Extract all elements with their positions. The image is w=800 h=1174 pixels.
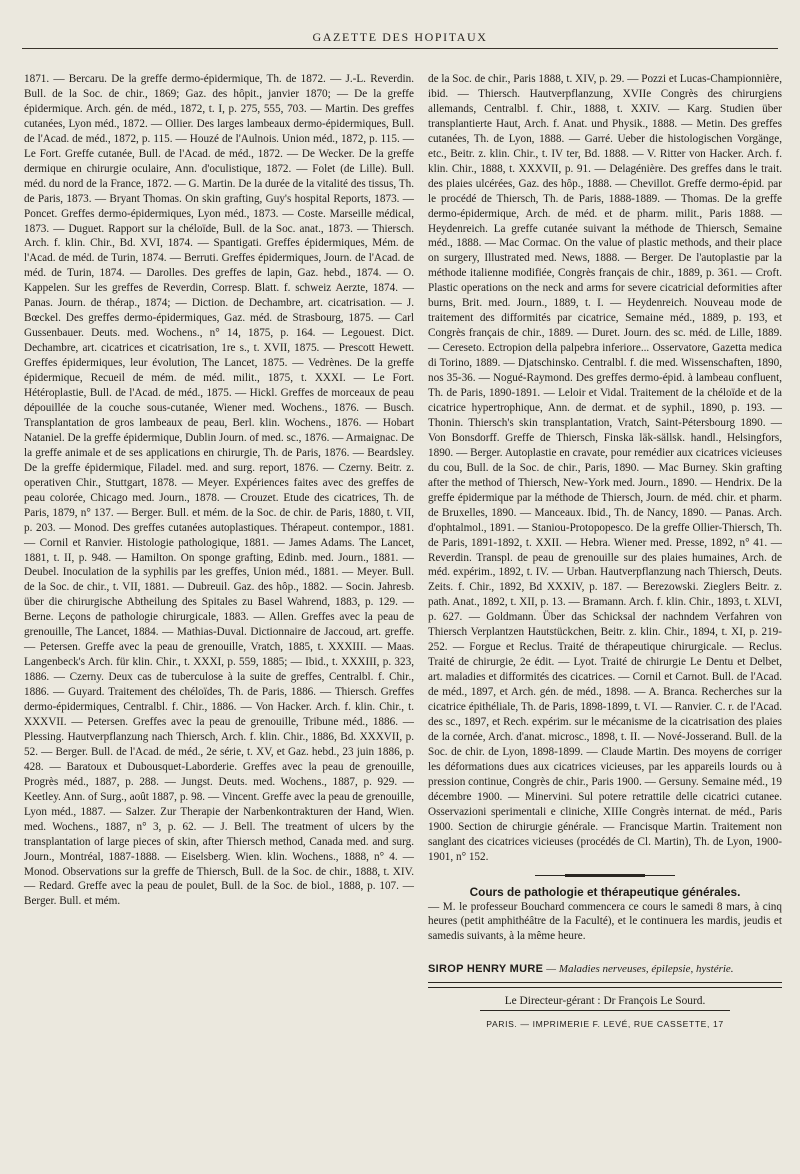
announcement-title: Cours de pathologie et thérapeutique générales.	[469, 884, 741, 899]
running-head: GAZETTE DES HOPITAUX	[312, 30, 488, 44]
advertisement-text: — Maladies nerveuses, épilepsie, hystérie.	[546, 962, 734, 975]
announcement-body: — M. le professeur Bouchard commencera ce cours le samedi 8 mars, à cinq heures (petit amphithéâtre de la Faculté), et le continuera les mardis, jeudis et samedis suivants, à la même heure.	[428, 900, 782, 943]
header-rule	[22, 48, 778, 49]
footer-rule	[428, 982, 782, 988]
credit-rule	[480, 1010, 730, 1011]
section-divider	[535, 873, 675, 879]
bibliography-right: de la Soc. de chir., Paris 1888, t. XIV, p. 29. — Pozzi et Lucas-Championnière, ibid. — Thiersch. Hautverpflanzung, XVIIe Congrès des chirurgiens allemands, Centralbl. f. Chir., 1888, t. XXIV. — Karg. Studien über transplantierte Haut, Arch. f. Anat. und Physik., 1888. — Metin. Des greffes cutanées, Th. de Lyon, 1888. — Garré. Ueber die histologischen Vorgänge, etc., Beitr. z. klin. Chir., t. IV ter, Bd. 1888. — V. Ritter von Hacker. Arch. f. klin. Chir., 1888, t. XXXVII, p. 91. — Delagénière. Des greffes dans le trait. des plaies ulcérées, Gaz. des hôp., 1888. — Chevillot. Greffe dermo-épid. par le procédé de Thiersch, Th. de Paris, 1888-1889. — Thomas. De la greffe dermo-épidermique, Arch. de méd. et de pharm. milit., Paris 1888. — Heydenreich. La greffe cutanée suivant la méthode de Thiersch, Semaine méd., 1888. — Mac Cormac. On the value of plastic methods, and their place on surgery, Illustrated med. News, 1888. — Berger. De l'autoplastie par la méthode italienne modifiée, Congrès français de chir., 1889, p. 361. — Croft. Plastic operations on the neck and arms for severe cicatricial deformities after burns, Brit. med. Journ., 1889, t. I. — Heydenreich. Nouveau mode de traitement des difformités par cicatrice, Semaine méd., 1889, p. 193, et Congrès français de chir., 1889. — Duret. Journ. des sc. méd. de Lille, 1889. — Cereseto. Ectropion della palpebra inferiore... Osservatore, Gazetta medica di Torino, 1889. — Djatschinsko. Centralbl. f. die med. Wissenschaften, 1890, nos 35-36. — Nogué-Raymond. Des greffes dermo-épid. à lambeau confluent, Th. de Paris, 1890-1891. — Leloir et Vidal. Traitement de la chéloïde et de la cicatrice hypertrophique, Ann. de dermat. et de syphil., 1890, p. 193. — Thonin. Thiersch's skin transplantation, Vratch, Saint-Pétersbourg 1890. — Von Bonsdorff. Greffe de Thiersch, Finska läk-sällsk. handl., Helsingfors, 1890. — Berger. Autoplastie en cravate, pour remédier aux cicatrices vicieuses du cou, Bull. de la Soc. de chir., Paris, 1890. — Mac Burney. Skin grafting after the method of Thiersch, New-York med. Journ., 1890. — Hendrix. De la greffe épidermique par la méthode de Thiersch, Journ. de méd. chir. et pharm. de Bruxelles, 1890. — Manceaux. Ibid., Th. de Nancy, 1890. — Panas. Arch. d'ophtalmol., 1891. — Staniou-Protopopesco. De la greffe Ollier-Thiersch, Th. de Paris, 1891-1892, t. XXII. — Hebra. Wiener med. Presse, 1892, n° 41. — Reverdin. Transpl. de peau de grenouille sur des plaies humaines, Arch. de méd. expérim., 1892, t. IV. — Urban. Hautverpflanzung nach Thiersch, Deuts. Zeits. f. Chir., 1892, Bd XXXIV, p. 187. — Berezowski. Zieglers Beitr. z. path. Anat., 1892, t. XII, p. 13. — Bramann. Arch. f. klin. Chir., 1893, t. XLVI, p. 627. — Goldmann. Über das Schicksal der nachndem Verfahren von Thiersch Verplantzen Hautstückchen, Beitr. z. klin. Chir., 1894, t. XI, p. 219-252. — Forgue et Reclus. Traité de thérapeutique chirurgicale. — Reclus. Traité de chirurgie, 2e édit. — Lyot. Traité de chirurgie Le Dentu et Delbet, art. maladies et difformités des cicatrices. — Cornil et Carnot. Bull. de l'Acad. de méd., 1897, et Arch. gén. de méd., 1898. — A. Branca. Recherches sur la cicatrice épithéliale, Th. de Paris, 1898-1899, t. VI. — Ranvier. C. r. de l'Acad. des sc., 1897, et Rech. expérim. sur le mécanisme de la cicatrisation des plaies de la cornée, Arch. d'anat. microsc., 1898, t. II. — Nové-Josserand. Bull. de la Soc. de chir. de Lyon, 1898-1899. — Claude Martin. Des moyens de corriger les déformations dues aux cicatrices vicieuses, par les appareils lourds ou à pression continue, Congrès de chir., Paris 1900. — Gersuny. Semaine méd., 19 décembre 1900. — Minervini. Sul potere retrattile delle cicatrici cutanee. Osservazioni sperimentali e cliniche, XIIIe Congrès internat. de méd., Paris 1900. Section de chirurgie générale. — Francisque Martin. Traitement non sanglant des cicatrices vicieuses (procédés de Cl. Martin), Th. de Lyon, 1900-1901, n° 152.	[428, 73, 782, 863]
right-column	[428, 72, 782, 1032]
director-credit: Le Directeur-gérant : Dr François Le Sourd.	[504, 994, 706, 1007]
printer-imprint: PARIS. — IMPRIMERIE F. LEVÉ, RUE CASSETTE, 17	[486, 1018, 724, 1029]
advertisement	[428, 962, 782, 976]
advertisement-brand: SIROP HENRY MURE	[428, 962, 544, 975]
left-column	[24, 72, 414, 909]
bibliography-left: 1871. — Bercaru. De la greffe dermo-épidermique, Th. de 1872. — J.-L. Reverdin. Bull. de la Soc. de chir., 1869; Gaz. des hôpit., janvier 1870; — De la greffe épidermique. Arch. gén. de méd., 1872, t. I, p. 275, 555, 703. — Martin. Des greffes cutanées, Lyon méd., 1872. — Ollier. Des larges lambeaux dermo-épidermiques, Bull. de l'Acad. de méd., 1872, p. 115. — Houzé de l'Aulnois. Union méd., 1872, p. 115. — Le Fort. Greffe cutanée, Bull. de l'Acad. de méd., 1872. — De Wecker. De la greffe dermique en chirurgie oculaire, Ann. d'oculistique, 1872. — Folet (de Lille). Bull. méd. du nord de la France, 1872. — G. Martin. De la durée de la vitalité des tissus, Th. de Paris, 1873. — Bryant Thomas. On skin grafting, Guy's hospital Reports, 1873. — Poncet. Greffes dermo-épidermiques, Lyon méd., 1873. — Coste. Marseille médical, 1873. — Duguet. Rapport sur la chéloïde, Bull. de la Soc. anat., 1873. — Thiersch. Arch. f. klin. Chir., Bd. XVI, 1874. — Spantigati. Greffes épidermiques, Mém. de l'Acad. de méd. de Turin, 1874. — Berruti. Greffes épidermiques, Journ. de l'Acad. de méd. de Turin, 1874. — Darolles. Des greffes de lapin, Gaz. hebd., 1874. — O. Kappelen. Sur les greffes de Reverdin, Corresp. Blatt. f. schweiz Aerzte, 1874. — Panas. Journ. de thérap., 1874; — Diction. de Dechambre, art. cicatrisation. — J. Bœckel. Des greffes dermo-épidermiques, Gaz. méd. de Strasbourg, 1875. — Carl Gussenbauer. Deuts. med. Wochens., n° 14, 1875, p. 164. — Legouest. Dict. Dechambre, art. cicatrices et cicatrisation, 1re s., t. XVII, 1875. — Prescott Hewett. Greffes épidermiques, leur évolution, The Lancet, 1875. — Vedrènes. De la greffe épidermique, Recueil de mém. de méd. milit., 1875, t. XXXI. — Le Fort. Hétéroplastie, Bull. de l'Acad. de méd., 1875. — Hickl. Greffes de morceaux de peau dépouillée de la couche sous-cutanée, Wiener med. Wochens., 1876. — Busch. Transplantation de gros lambeaux de peau, Berl. klin. Wochens., 1876. — Hobart Nataniel. De la greffe épidermique, Dublin Journ. of med. sc., 1876. — Armaignac. De la greffe animale et de ses applications en chirurgie, Th. de Paris, 1876. — Beardsley. De la greffe épidermique, Filadel. med. and surg. report, 1876. — Czerny. Beitr. z. operativen Chir., Stuttgart, 1878. — Meyer. Expériences faites avec des greffes de peau colorée, Chicago med. Journ., 1878. — Crouzet. Etude des cicatrices, Th. de Paris, 1879, n° 137. — Berger. Bull. et mém. de la Soc. de chir. de Paris, 1880, t. VII, p. 203. — Monod. Des greffes cutanées autoplastiques. Thérapeut. contempor., 1881. — Cornil et Ranvier. Histologie pathologique, 1881. — James Adams. The Lancet, 1881, t. II, p. 948. — Hamilton. On sponge grafting, Edinb. med. Journ., 1881. — Deubel. Inoculation de la syphilis par les greffes, Union méd., 1881. — Meyer. Bull. de la Soc. de chir., t. VII, 1881. — Dubreuil. Gaz. des hôp., 1882. — Socin. Jahresb. über die chirurgische Abtheilung des Spitales zu Basel Wahrend, 1883, p. 129. — Berne. Leçons de pathologie chirurgicale, 1883. — Allen. Greffes avec la peau de grenouille, The Lancet, 1884. — Mathias-Duval. Dictionnaire de Jaccoud, art. greffe. — Petersen. Greffe avec la peau de grenouille, Vratch, 1885, t. XXXIII. — Maas. Langenbeck's Arch. für klin. Chir., t. XXXI, p. 559, 1885; — Ibid., t. XXXIII, p. 323, 1886. — Czerny. Deux cas de tuberculose à la suite de greffes, Centralbl. f. Chir., 1886. — Guyard. Traitement des chéloïdes, Th. de Paris, 1886. — Thiersch. Greffes dermo-épidermiques, Centralbl. f. Chir., 1886. — Von Hacker. Arch. f. klin. Chir., t. XXXVII. — Petersen. Greffes avec la peau de grenouille, Tribune méd., 1886. — Plessing. Hautverpflanzung nach Thiersch, Arch. f. klin. Chir., 1886, Bd. XXXVII, p. 52. — Berger. Bull. de l'Acad. de méd., 2e série, t. XV, et Gaz. hebd., 23 juin 1886, p. 428. — Baratoux et Dubousquet-Laborderie. Greffes avec la peau de grenouille, Progrès méd., 1887, p. 288. — Jungst. Deuts. med. Wochens., 1887, p. 929. — Keetley. Ann. of Surg., août 1887, p. 98. — Vincent. Greffe avec la peau de grenouille, Lyon méd., 1887. — Salzer. Zur Therapie der Narbenkontrakturen der Hand, Wien. med. Wochens., 1887, n° 3, p. 62. — J. Bell. The treatment of ulcers by the transplantation of large pieces of skin, after Thiersch method, Canada med. and surg. Journ., Montréal, 1887-1888. — Eiselsberg. Wien. klin. Wochens., 1888, n° 4. — Monod. Observations sur la greffe de Thiersch, Bull. de la Soc. de chir., 1888, t. XIV. — Redard. Greffe avec la peau de poulet, Bull. de la Soc. de biol., 1888, p. 107. — Berger. Bull. et mém.	[24, 73, 414, 908]
